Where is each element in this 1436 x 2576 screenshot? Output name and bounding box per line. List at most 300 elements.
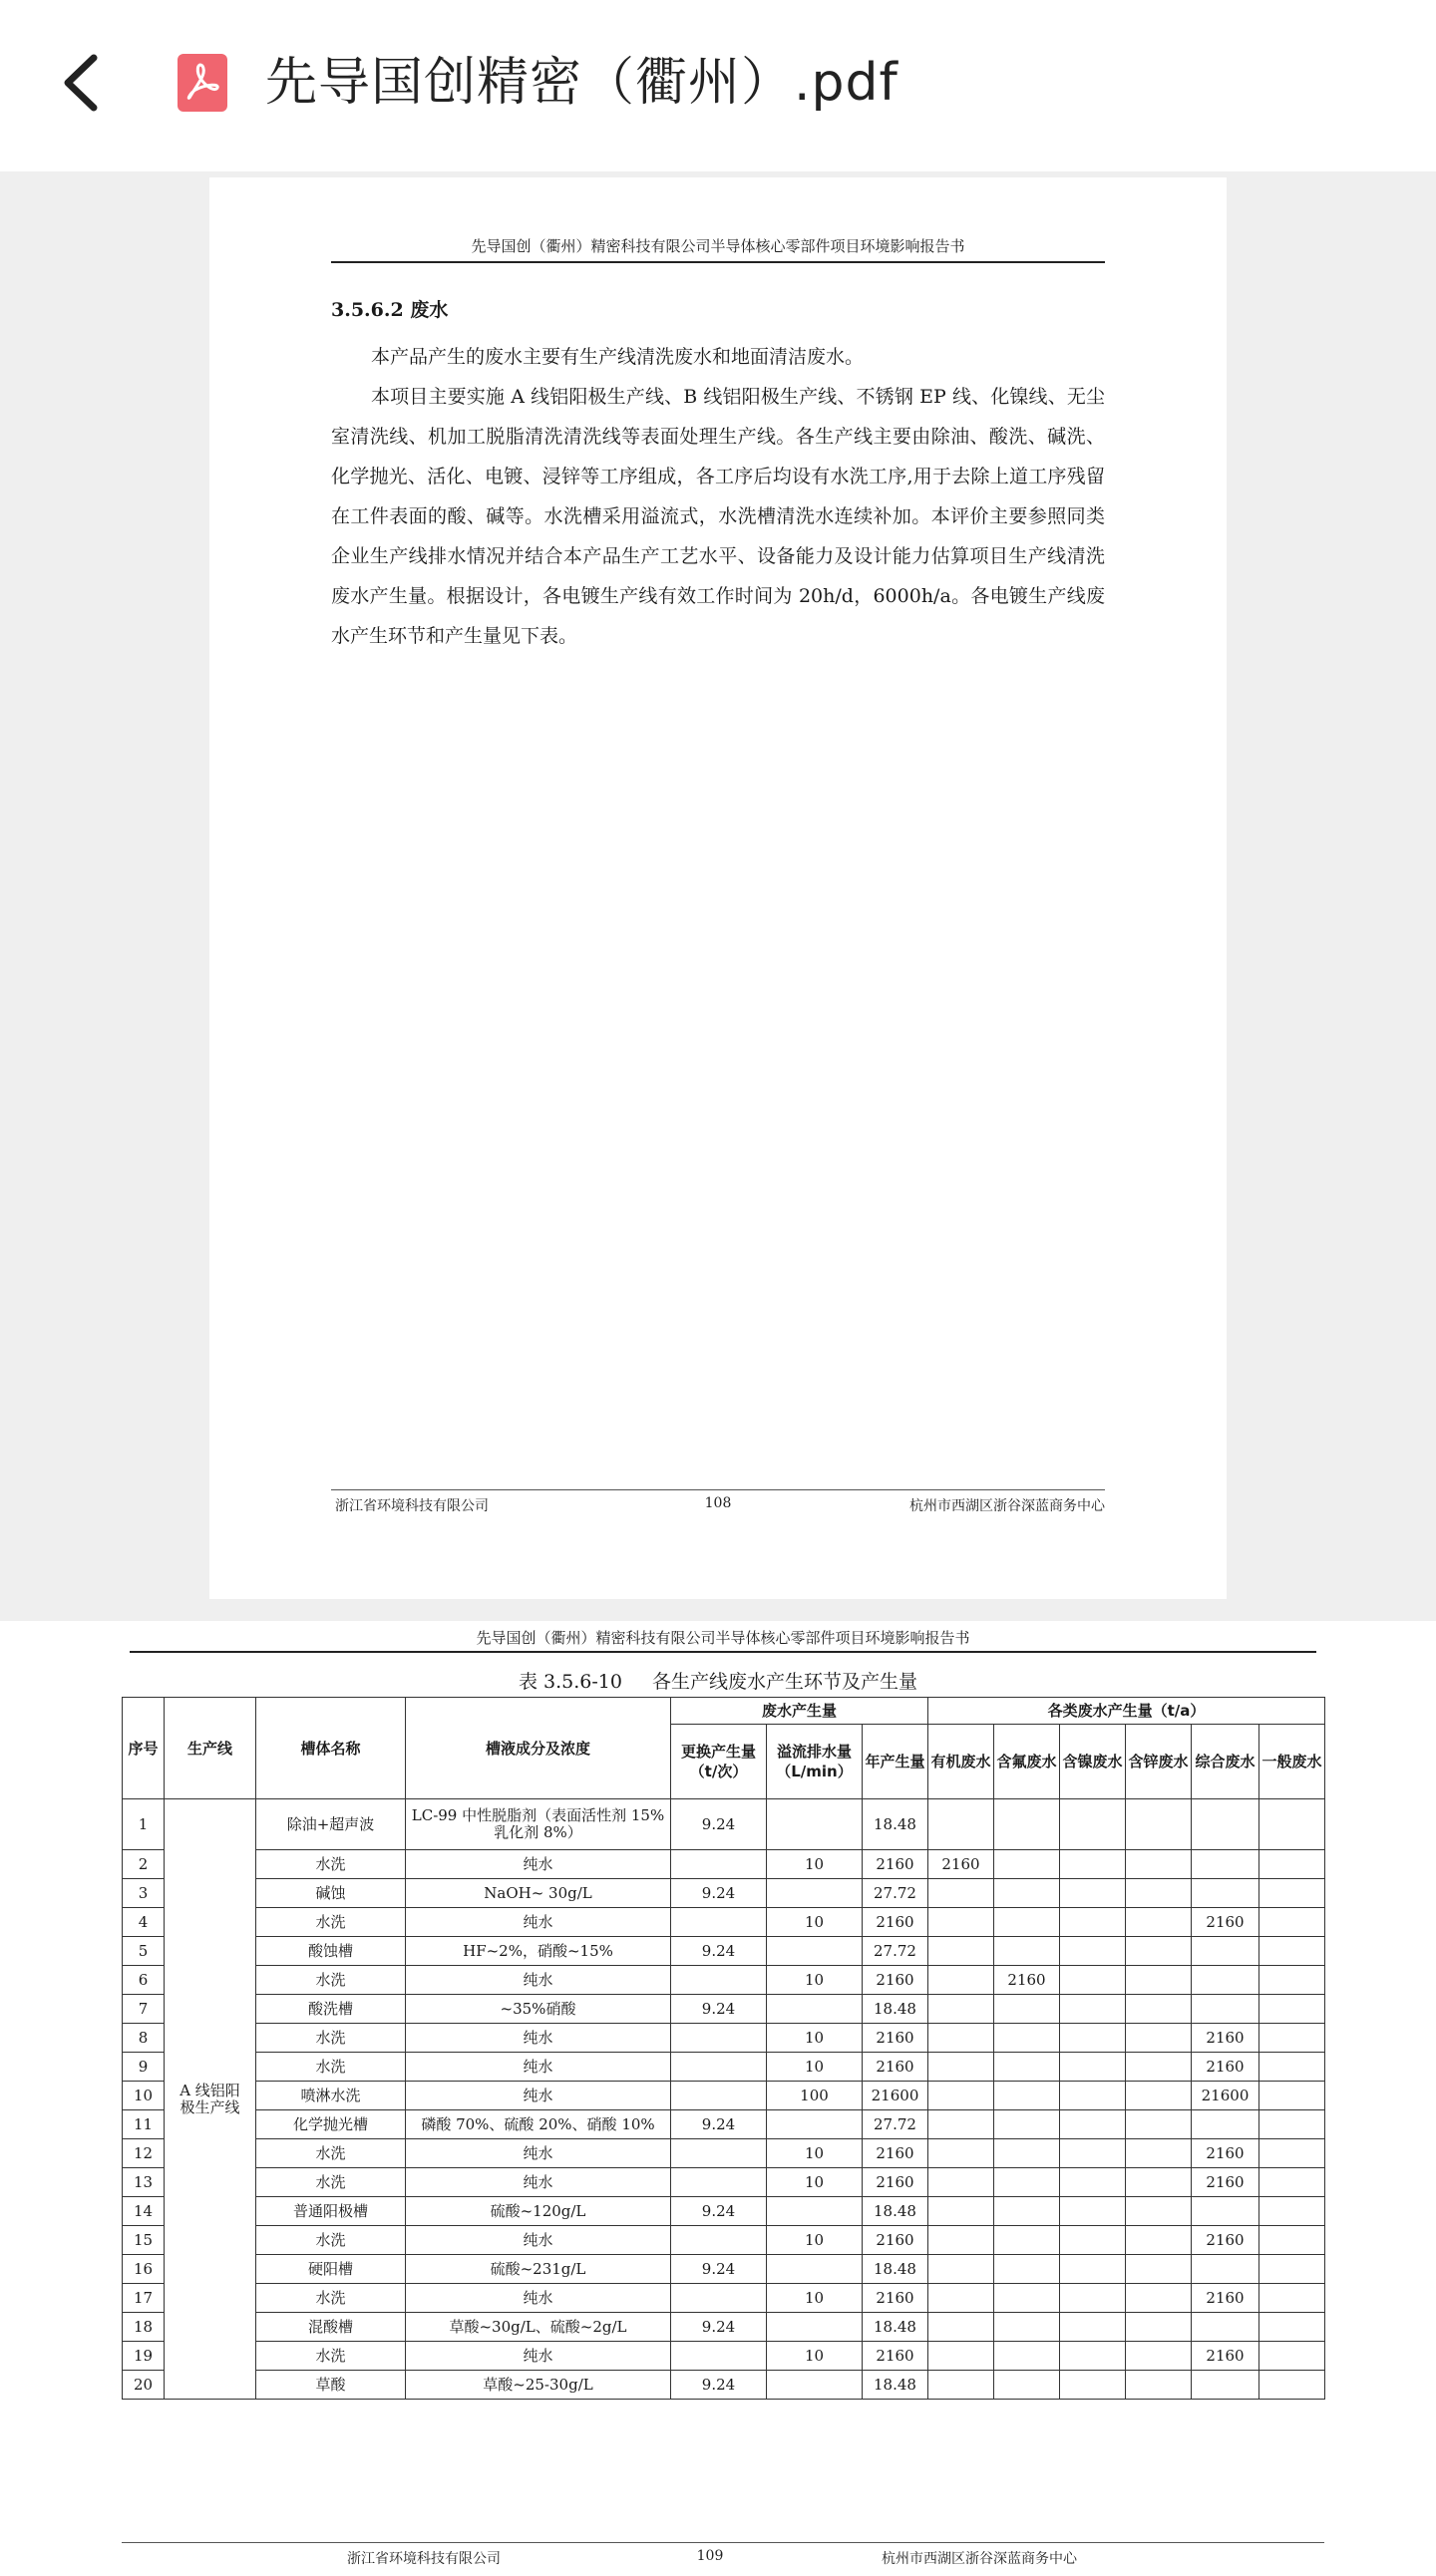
cell-replace: 9.24 bbox=[671, 2313, 767, 2342]
cell-tank: 化学抛光槽 bbox=[256, 2110, 406, 2139]
cell-fluoride bbox=[994, 2255, 1060, 2284]
cell-annual: 2160 bbox=[863, 2342, 928, 2371]
cell-organic bbox=[928, 2082, 994, 2110]
cell-zinc bbox=[1126, 2197, 1192, 2226]
cell-combined: 2160 bbox=[1192, 2226, 1259, 2255]
cell-zinc bbox=[1126, 2139, 1192, 2168]
cell-overflow: 10 bbox=[767, 1908, 863, 1937]
cell-tank: 水洗 bbox=[256, 1850, 406, 1879]
cell-overflow: 10 bbox=[767, 2226, 863, 2255]
cell-seq: 13 bbox=[123, 2168, 165, 2197]
cell-fluoride bbox=[994, 1799, 1060, 1850]
header-organic: 有机废水 bbox=[928, 1725, 994, 1799]
cell-nickel bbox=[1060, 2342, 1126, 2371]
cell-organic bbox=[928, 2197, 994, 2226]
cell-nickel bbox=[1060, 2024, 1126, 2053]
table-row bbox=[123, 1879, 1325, 1908]
cell-fluoride bbox=[994, 2313, 1060, 2342]
cell-fluoride bbox=[994, 2139, 1060, 2168]
header-replace: 更换产生量（t/次） bbox=[671, 1725, 767, 1799]
cell-combined bbox=[1192, 2313, 1259, 2342]
cell-tank: 水洗 bbox=[256, 2226, 406, 2255]
cell-replace: 9.24 bbox=[671, 2371, 767, 2400]
cell-combined bbox=[1192, 2371, 1259, 2400]
cell-organic bbox=[928, 2313, 994, 2342]
cell-annual: 18.48 bbox=[863, 2255, 928, 2284]
cell-nickel bbox=[1060, 2371, 1126, 2400]
cell-composition: 纯水 bbox=[406, 2342, 671, 2371]
cell-seq: 5 bbox=[123, 1937, 165, 1966]
cell-composition: 纯水 bbox=[406, 2284, 671, 2313]
cell-zinc bbox=[1126, 1879, 1192, 1908]
cell-zinc bbox=[1126, 2082, 1192, 2110]
cell-zinc bbox=[1126, 1937, 1192, 1966]
header-rule bbox=[331, 261, 1105, 263]
table-row bbox=[123, 2110, 1325, 2139]
cell-composition: LC-99 中性脱脂剂（表面活性剂 15%乳化剂 8%） bbox=[406, 1799, 671, 1850]
cell-combined bbox=[1192, 1850, 1259, 1879]
cell-seq: 4 bbox=[123, 1908, 165, 1937]
cell-combined bbox=[1192, 2110, 1259, 2139]
cell-tank: 除油+超声波 bbox=[256, 1799, 406, 1850]
table-row bbox=[123, 2053, 1325, 2082]
cell-general bbox=[1259, 2024, 1325, 2053]
cell-seq: 20 bbox=[123, 2371, 165, 2400]
cell-nickel bbox=[1060, 1966, 1126, 1995]
cell-seq: 11 bbox=[123, 2110, 165, 2139]
header-general: 一般废水 bbox=[1259, 1725, 1325, 1799]
cell-composition: 纯水 bbox=[406, 1850, 671, 1879]
cell-replace bbox=[671, 1908, 767, 1937]
cell-zinc bbox=[1126, 1966, 1192, 1995]
cell-replace bbox=[671, 2024, 767, 2053]
cell-organic bbox=[928, 2342, 994, 2371]
running-header: 先导国创（衢州）精密科技有限公司半导体核心零部件项目环境影响报告书 bbox=[476, 1629, 970, 1647]
cell-general bbox=[1259, 2168, 1325, 2197]
cell-general bbox=[1259, 2342, 1325, 2371]
cell-fluoride bbox=[994, 2226, 1060, 2255]
cell-organic bbox=[928, 2110, 994, 2139]
cell-combined bbox=[1192, 1995, 1259, 2024]
running-header: 先导国创（衢州）精密科技有限公司半导体核心零部件项目环境影响报告书 bbox=[471, 237, 965, 255]
cell-general bbox=[1259, 2313, 1325, 2342]
cell-seq: 9 bbox=[123, 2053, 165, 2082]
page-number: 108 bbox=[704, 1495, 732, 1511]
cell-zinc bbox=[1126, 2371, 1192, 2400]
cell-zinc bbox=[1126, 1850, 1192, 1879]
cell-organic: 2160 bbox=[928, 1850, 994, 1879]
body-paragraph: 本产品产生的废水主要有生产线清洗废水和地面清洁废水。 bbox=[371, 346, 865, 368]
cell-tank: 水洗 bbox=[256, 2139, 406, 2168]
cell-tank: 混酸槽 bbox=[256, 2313, 406, 2342]
cell-overflow: 10 bbox=[767, 1850, 863, 1879]
cell-general bbox=[1259, 1908, 1325, 1937]
cell-fluoride bbox=[994, 2371, 1060, 2400]
table-caption bbox=[0, 1667, 1436, 1694]
cell-composition: HF~2%，硝酸~15% bbox=[406, 1937, 671, 1966]
cell-zinc bbox=[1126, 2342, 1192, 2371]
header-tank: 槽体名称 bbox=[256, 1698, 406, 1799]
cell-fluoride bbox=[994, 1908, 1060, 1937]
cell-tank: 水洗 bbox=[256, 2284, 406, 2313]
cell-nickel bbox=[1060, 1850, 1126, 1879]
cell-composition: 纯水 bbox=[406, 1908, 671, 1937]
header-annual: 年产生量 bbox=[863, 1725, 928, 1799]
cell-tank: 酸蚀槽 bbox=[256, 1937, 406, 1966]
cell-tank: 喷淋水洗 bbox=[256, 2082, 406, 2110]
cell-replace bbox=[671, 1966, 767, 1995]
table-row bbox=[123, 2284, 1325, 2313]
cell-organic bbox=[928, 2024, 994, 2053]
pdf-viewer[interactable] bbox=[0, 171, 1436, 2576]
back-button[interactable] bbox=[52, 50, 112, 116]
cell-fluoride bbox=[994, 1937, 1060, 1966]
cell-nickel bbox=[1060, 1937, 1126, 1966]
table-row bbox=[123, 1995, 1325, 2024]
cell-general bbox=[1259, 1995, 1325, 2024]
cell-fluoride bbox=[994, 2024, 1060, 2053]
cell-composition: 磷酸 70%、硫酸 20%、硝酸 10% bbox=[406, 2110, 671, 2139]
cell-general bbox=[1259, 2371, 1325, 2400]
table-row bbox=[123, 1850, 1325, 1879]
cell-general bbox=[1259, 2284, 1325, 2313]
cell-organic bbox=[928, 1799, 994, 1850]
table-row bbox=[123, 2313, 1325, 2342]
cell-overflow: 10 bbox=[767, 2168, 863, 2197]
cell-organic bbox=[928, 1879, 994, 1908]
cell-tank: 水洗 bbox=[256, 1908, 406, 1937]
section-heading: 3.5.6.2 废水 bbox=[331, 299, 449, 321]
cell-fluoride bbox=[994, 2342, 1060, 2371]
cell-fluoride bbox=[994, 2168, 1060, 2197]
table-row bbox=[123, 1799, 1325, 1850]
cell-combined: 2160 bbox=[1192, 2284, 1259, 2313]
page-number: 109 bbox=[696, 2548, 724, 2564]
cell-seq: 12 bbox=[123, 2139, 165, 2168]
table-row bbox=[123, 2342, 1325, 2371]
cell-composition: 草酸~25-30g/L bbox=[406, 2371, 671, 2400]
cell-line: A 线铝阳极生产线 bbox=[165, 1799, 256, 2400]
header-seq: 序号 bbox=[123, 1698, 165, 1799]
cell-annual: 18.48 bbox=[863, 2197, 928, 2226]
cell-nickel bbox=[1060, 2284, 1126, 2313]
cell-tank: 硬阳槽 bbox=[256, 2255, 406, 2284]
cell-tank: 水洗 bbox=[256, 2024, 406, 2053]
footer-address: 杭州市西湖区浙谷深蓝商务中心 bbox=[882, 2551, 1077, 2567]
cell-nickel bbox=[1060, 1908, 1126, 1937]
table-row bbox=[123, 1908, 1325, 1937]
cell-composition: NaOH~ 30g/L bbox=[406, 1879, 671, 1908]
footer-rule bbox=[331, 1489, 1105, 1490]
cell-replace: 9.24 bbox=[671, 1879, 767, 1908]
cell-nickel bbox=[1060, 2197, 1126, 2226]
cell-fluoride bbox=[994, 1879, 1060, 1908]
cell-organic bbox=[928, 1966, 994, 1995]
footer-address: 杭州市西湖区浙谷深蓝商务中心 bbox=[909, 1498, 1105, 1514]
cell-organic bbox=[928, 2226, 994, 2255]
cell-fluoride bbox=[994, 2197, 1060, 2226]
cell-replace: 9.24 bbox=[671, 2197, 767, 2226]
cell-seq: 6 bbox=[123, 1966, 165, 1995]
table-row bbox=[123, 2082, 1325, 2110]
cell-organic bbox=[928, 1995, 994, 2024]
header-combined: 综合废水 bbox=[1192, 1725, 1259, 1799]
pdf-icon bbox=[178, 54, 227, 112]
header-overflow: 溢流排水量（L/min） bbox=[767, 1725, 863, 1799]
cell-composition: 硫酸~231g/L bbox=[406, 2255, 671, 2284]
wastewater-table bbox=[122, 1697, 1325, 2400]
cell-annual: 2160 bbox=[863, 2284, 928, 2313]
table-row bbox=[123, 2226, 1325, 2255]
cell-fluoride bbox=[994, 2284, 1060, 2313]
cell-combined: 2160 bbox=[1192, 2139, 1259, 2168]
cell-tank: 草酸 bbox=[256, 2371, 406, 2400]
pdf-page-109 bbox=[0, 1621, 1436, 2576]
table-row bbox=[123, 2139, 1325, 2168]
header-zinc: 含锌废水 bbox=[1126, 1725, 1192, 1799]
cell-general bbox=[1259, 1879, 1325, 1908]
cell-annual: 18.48 bbox=[863, 1995, 928, 2024]
cell-nickel bbox=[1060, 2082, 1126, 2110]
cell-zinc bbox=[1126, 2255, 1192, 2284]
cell-overflow: 100 bbox=[767, 2082, 863, 2110]
cell-combined: 2160 bbox=[1192, 1908, 1259, 1937]
cell-fluoride bbox=[994, 1995, 1060, 2024]
cell-zinc bbox=[1126, 2226, 1192, 2255]
cell-composition: 纯水 bbox=[406, 2024, 671, 2053]
cell-overflow bbox=[767, 1799, 863, 1850]
cell-organic bbox=[928, 1908, 994, 1937]
cell-composition: ~35%硝酸 bbox=[406, 1995, 671, 2024]
document-title: 先导国创精密（衢州）.pdf bbox=[265, 53, 898, 113]
cell-fluoride bbox=[994, 2082, 1060, 2110]
cell-annual: 18.48 bbox=[863, 2313, 928, 2342]
table-title: 各生产线废水产生环节及产生量 bbox=[652, 1671, 918, 1693]
cell-nickel bbox=[1060, 2168, 1126, 2197]
table-row bbox=[123, 2168, 1325, 2197]
cell-overflow bbox=[767, 1995, 863, 2024]
cell-nickel bbox=[1060, 1995, 1126, 2024]
cell-replace: 9.24 bbox=[671, 1799, 767, 1850]
body-paragraph: 本项目主要实施 A 线铝阳极生产线、B 线铝阳极生产线、不锈钢 EP 线、化镍线、无尘室清洗线、机加工脱脂清洗清洗线等表面处理生产线。各生产线主要由除油、酸洗、碱洗、化学抛光、活化、电镀、浸锌等工序组成，各工序后均设有水洗工序,用于去除上道工序残留在工件表面的酸、碱等。水洗槽采用溢流式，水洗槽清洗水连续补加。本评价主要参照同类企业生产线排水情况并结合本产品生产工艺水平、设备能力及设计能力估算项目生产线清洗废水产生量。根据设计，各电镀生产线有效工作时间为 20h/d，6000h/a。各电镀生产线废水产生环节和产生量见下表。 bbox=[331, 386, 1105, 647]
cell-organic bbox=[928, 2053, 994, 2082]
cell-overflow bbox=[767, 1937, 863, 1966]
cell-general bbox=[1259, 1966, 1325, 1995]
cell-replace bbox=[671, 2284, 767, 2313]
cell-tank: 酸洗槽 bbox=[256, 1995, 406, 2024]
cell-nickel bbox=[1060, 2226, 1126, 2255]
header-line: 生产线 bbox=[165, 1698, 256, 1799]
cell-zinc bbox=[1126, 1799, 1192, 1850]
cell-annual: 2160 bbox=[863, 2168, 928, 2197]
cell-overflow: 10 bbox=[767, 2342, 863, 2371]
cell-general bbox=[1259, 2082, 1325, 2110]
cell-overflow bbox=[767, 1879, 863, 1908]
cell-nickel bbox=[1060, 2313, 1126, 2342]
cell-combined bbox=[1192, 1799, 1259, 1850]
cell-nickel bbox=[1060, 2255, 1126, 2284]
pdf-page-108 bbox=[209, 177, 1227, 1599]
cell-annual: 2160 bbox=[863, 2226, 928, 2255]
cell-annual: 18.48 bbox=[863, 2371, 928, 2400]
cell-replace bbox=[671, 2342, 767, 2371]
cell-overflow: 10 bbox=[767, 2024, 863, 2053]
cell-zinc bbox=[1126, 1908, 1192, 1937]
cell-nickel bbox=[1060, 1799, 1126, 1850]
cell-general bbox=[1259, 2255, 1325, 2284]
cell-annual: 2160 bbox=[863, 1850, 928, 1879]
cell-replace bbox=[671, 2168, 767, 2197]
cell-seq: 16 bbox=[123, 2255, 165, 2284]
cell-fluoride bbox=[994, 2053, 1060, 2082]
header-group-generation: 废水产生量 bbox=[671, 1698, 928, 1725]
footer-company: 浙江省环境科技有限公司 bbox=[347, 2551, 501, 2567]
cell-tank: 碱蚀 bbox=[256, 1879, 406, 1908]
cell-organic bbox=[928, 2139, 994, 2168]
cell-composition: 纯水 bbox=[406, 2139, 671, 2168]
footer-company: 浙江省环境科技有限公司 bbox=[335, 1498, 489, 1514]
cell-organic bbox=[928, 2371, 994, 2400]
cell-seq: 1 bbox=[123, 1799, 165, 1850]
cell-nickel bbox=[1060, 1879, 1126, 1908]
cell-general bbox=[1259, 2053, 1325, 2082]
cell-annual: 27.72 bbox=[863, 1937, 928, 1966]
cell-zinc bbox=[1126, 2313, 1192, 2342]
footer-rule bbox=[122, 2542, 1324, 2543]
cell-zinc bbox=[1126, 2024, 1192, 2053]
cell-combined: 2160 bbox=[1192, 2053, 1259, 2082]
cell-tank: 水洗 bbox=[256, 2053, 406, 2082]
cell-nickel bbox=[1060, 2139, 1126, 2168]
table-row bbox=[123, 2024, 1325, 2053]
cell-overflow: 10 bbox=[767, 2139, 863, 2168]
cell-replace bbox=[671, 2082, 767, 2110]
table-row bbox=[123, 1966, 1325, 1995]
cell-overflow bbox=[767, 2110, 863, 2139]
chevron-left-icon bbox=[52, 50, 112, 116]
cell-combined bbox=[1192, 2255, 1259, 2284]
cell-combined: 2160 bbox=[1192, 2342, 1259, 2371]
cell-fluoride bbox=[994, 2110, 1060, 2139]
cell-replace bbox=[671, 2139, 767, 2168]
cell-tank: 水洗 bbox=[256, 2342, 406, 2371]
table-row bbox=[123, 2371, 1325, 2400]
cell-general bbox=[1259, 2197, 1325, 2226]
cell-tank: 水洗 bbox=[256, 2168, 406, 2197]
cell-organic bbox=[928, 2168, 994, 2197]
cell-overflow bbox=[767, 2197, 863, 2226]
cell-organic bbox=[928, 2255, 994, 2284]
cell-general bbox=[1259, 2226, 1325, 2255]
cell-seq: 18 bbox=[123, 2313, 165, 2342]
cell-general bbox=[1259, 2139, 1325, 2168]
cell-seq: 15 bbox=[123, 2226, 165, 2255]
cell-overflow: 10 bbox=[767, 2284, 863, 2313]
cell-replace: 9.24 bbox=[671, 2110, 767, 2139]
cell-replace bbox=[671, 2053, 767, 2082]
cell-tank: 普通阳极槽 bbox=[256, 2197, 406, 2226]
cell-overflow: 10 bbox=[767, 2053, 863, 2082]
cell-seq: 2 bbox=[123, 1850, 165, 1879]
header-nickel: 含镍废水 bbox=[1060, 1725, 1126, 1799]
cell-annual: 2160 bbox=[863, 2024, 928, 2053]
cell-composition: 硫酸~120g/L bbox=[406, 2197, 671, 2226]
cell-replace: 9.24 bbox=[671, 1937, 767, 1966]
table-row bbox=[123, 2255, 1325, 2284]
cell-nickel bbox=[1060, 2053, 1126, 2082]
table-number: 表 3.5.6-10 bbox=[518, 1671, 622, 1693]
cell-combined: 21600 bbox=[1192, 2082, 1259, 2110]
cell-overflow: 10 bbox=[767, 1966, 863, 1995]
cell-combined: 2160 bbox=[1192, 2024, 1259, 2053]
cell-overflow bbox=[767, 2371, 863, 2400]
cell-annual: 27.72 bbox=[863, 1879, 928, 1908]
cell-replace bbox=[671, 1850, 767, 1879]
header-rule bbox=[130, 1651, 1316, 1653]
cell-combined: 2160 bbox=[1192, 2168, 1259, 2197]
cell-organic bbox=[928, 2284, 994, 2313]
cell-combined bbox=[1192, 1879, 1259, 1908]
cell-fluoride bbox=[994, 1850, 1060, 1879]
cell-seq: 8 bbox=[123, 2024, 165, 2053]
cell-replace: 9.24 bbox=[671, 1995, 767, 2024]
cell-seq: 7 bbox=[123, 1995, 165, 2024]
cell-combined bbox=[1192, 1937, 1259, 1966]
cell-annual: 2160 bbox=[863, 2139, 928, 2168]
cell-seq: 14 bbox=[123, 2197, 165, 2226]
cell-annual: 27.72 bbox=[863, 2110, 928, 2139]
cell-replace: 9.24 bbox=[671, 2255, 767, 2284]
cell-composition: 纯水 bbox=[406, 2053, 671, 2082]
header-group-types: 各类废水产生量（t/a） bbox=[928, 1698, 1325, 1725]
cell-seq: 3 bbox=[123, 1879, 165, 1908]
cell-composition: 纯水 bbox=[406, 1966, 671, 1995]
cell-composition: 纯水 bbox=[406, 2168, 671, 2197]
cell-general bbox=[1259, 1850, 1325, 1879]
cell-seq: 10 bbox=[123, 2082, 165, 2110]
cell-annual: 2160 bbox=[863, 2053, 928, 2082]
cell-composition: 草酸~30g/L、硫酸~2g/L bbox=[406, 2313, 671, 2342]
cell-zinc bbox=[1126, 2053, 1192, 2082]
cell-zinc bbox=[1126, 2284, 1192, 2313]
cell-tank: 水洗 bbox=[256, 1966, 406, 1995]
cell-composition: 纯水 bbox=[406, 2226, 671, 2255]
cell-general bbox=[1259, 1799, 1325, 1850]
header-composition: 槽液成分及浓度 bbox=[406, 1698, 671, 1799]
cell-annual: 2160 bbox=[863, 1966, 928, 1995]
cell-general bbox=[1259, 2110, 1325, 2139]
cell-zinc bbox=[1126, 2168, 1192, 2197]
cell-nickel bbox=[1060, 2110, 1126, 2139]
cell-replace bbox=[671, 2226, 767, 2255]
cell-combined bbox=[1192, 1966, 1259, 1995]
cell-overflow bbox=[767, 2255, 863, 2284]
cell-seq: 17 bbox=[123, 2284, 165, 2313]
cell-overflow bbox=[767, 2313, 863, 2342]
table-row bbox=[123, 1937, 1325, 1966]
cell-annual: 2160 bbox=[863, 1908, 928, 1937]
app-bar bbox=[0, 0, 1436, 171]
cell-annual: 18.48 bbox=[863, 1799, 928, 1850]
header-fluoride: 含氟废水 bbox=[994, 1725, 1060, 1799]
cell-organic bbox=[928, 1937, 994, 1966]
cell-general bbox=[1259, 1937, 1325, 1966]
cell-zinc bbox=[1126, 2110, 1192, 2139]
cell-annual: 21600 bbox=[863, 2082, 928, 2110]
cell-combined bbox=[1192, 2197, 1259, 2226]
cell-fluoride: 2160 bbox=[994, 1966, 1060, 1995]
cell-zinc bbox=[1126, 1995, 1192, 2024]
